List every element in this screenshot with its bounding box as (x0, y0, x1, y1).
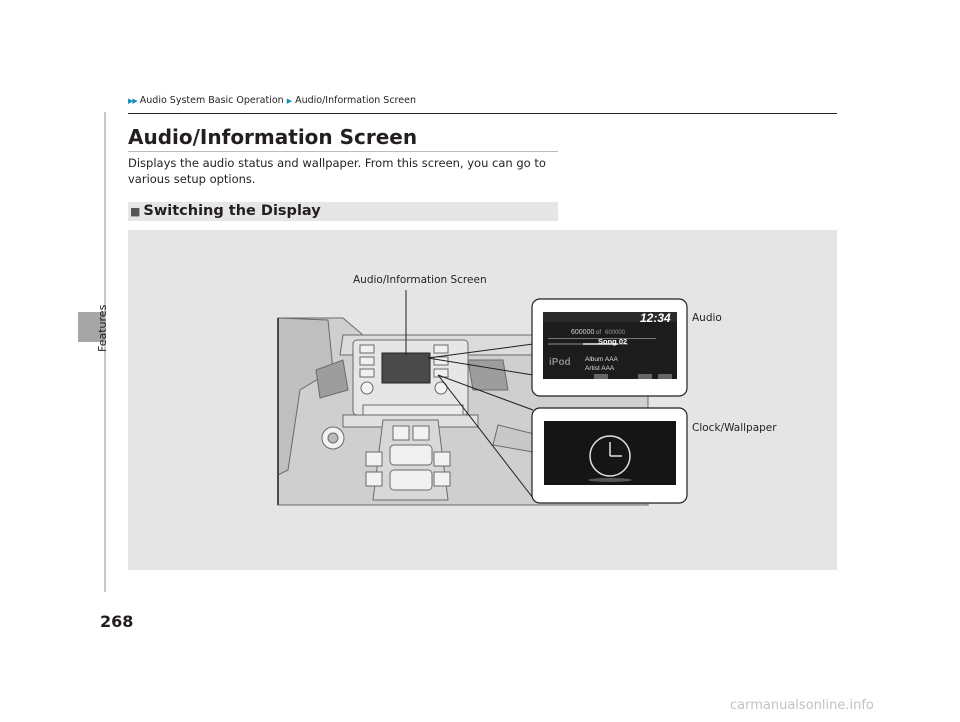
artist-name: Artist AAA (585, 365, 615, 372)
breadcrumb-item-2[interactable]: Audio/Information Screen (295, 95, 416, 106)
song-title: Song 02 (598, 337, 628, 346)
side-rule (104, 112, 106, 592)
breadcrumb-arrow-icon: ▶▶ (128, 97, 137, 105)
watermark: carmanualsonline.info (730, 698, 874, 713)
breadcrumb (128, 95, 416, 106)
section-description: Displays the audio status and wallpaper. From this screen, you can go to various setup options. (128, 156, 546, 186)
page-number: 268 (100, 612, 134, 631)
subsection-heading-text: Switching the Display (143, 203, 321, 219)
track-of: of (596, 330, 602, 336)
clock-time: 12:34 (640, 311, 671, 325)
breadcrumb-arrow-icon: ▶ (286, 97, 293, 105)
title-rule (128, 151, 558, 152)
callout-clock: Clock/Wallpaper (692, 422, 777, 434)
section-label: Features (96, 304, 109, 352)
album-name: Album AAA (585, 356, 618, 363)
callout-audio: Audio (692, 312, 722, 324)
dashboard-illustration (128, 230, 837, 570)
square-bullet-icon: ■ (130, 205, 141, 218)
center-display (382, 353, 430, 383)
source-label: iPod (549, 357, 571, 368)
clock-screen-panel (532, 408, 687, 503)
breadcrumb-item-1[interactable]: Audio System Basic Operation (139, 95, 284, 106)
track-total: 600000 (605, 330, 626, 336)
subsection-heading (128, 202, 558, 221)
track-count: 600000 (571, 329, 595, 336)
header-rule (128, 113, 837, 114)
callout-screen: Audio/Information Screen (353, 274, 487, 286)
page-title: Audio/Information Screen (128, 125, 418, 149)
